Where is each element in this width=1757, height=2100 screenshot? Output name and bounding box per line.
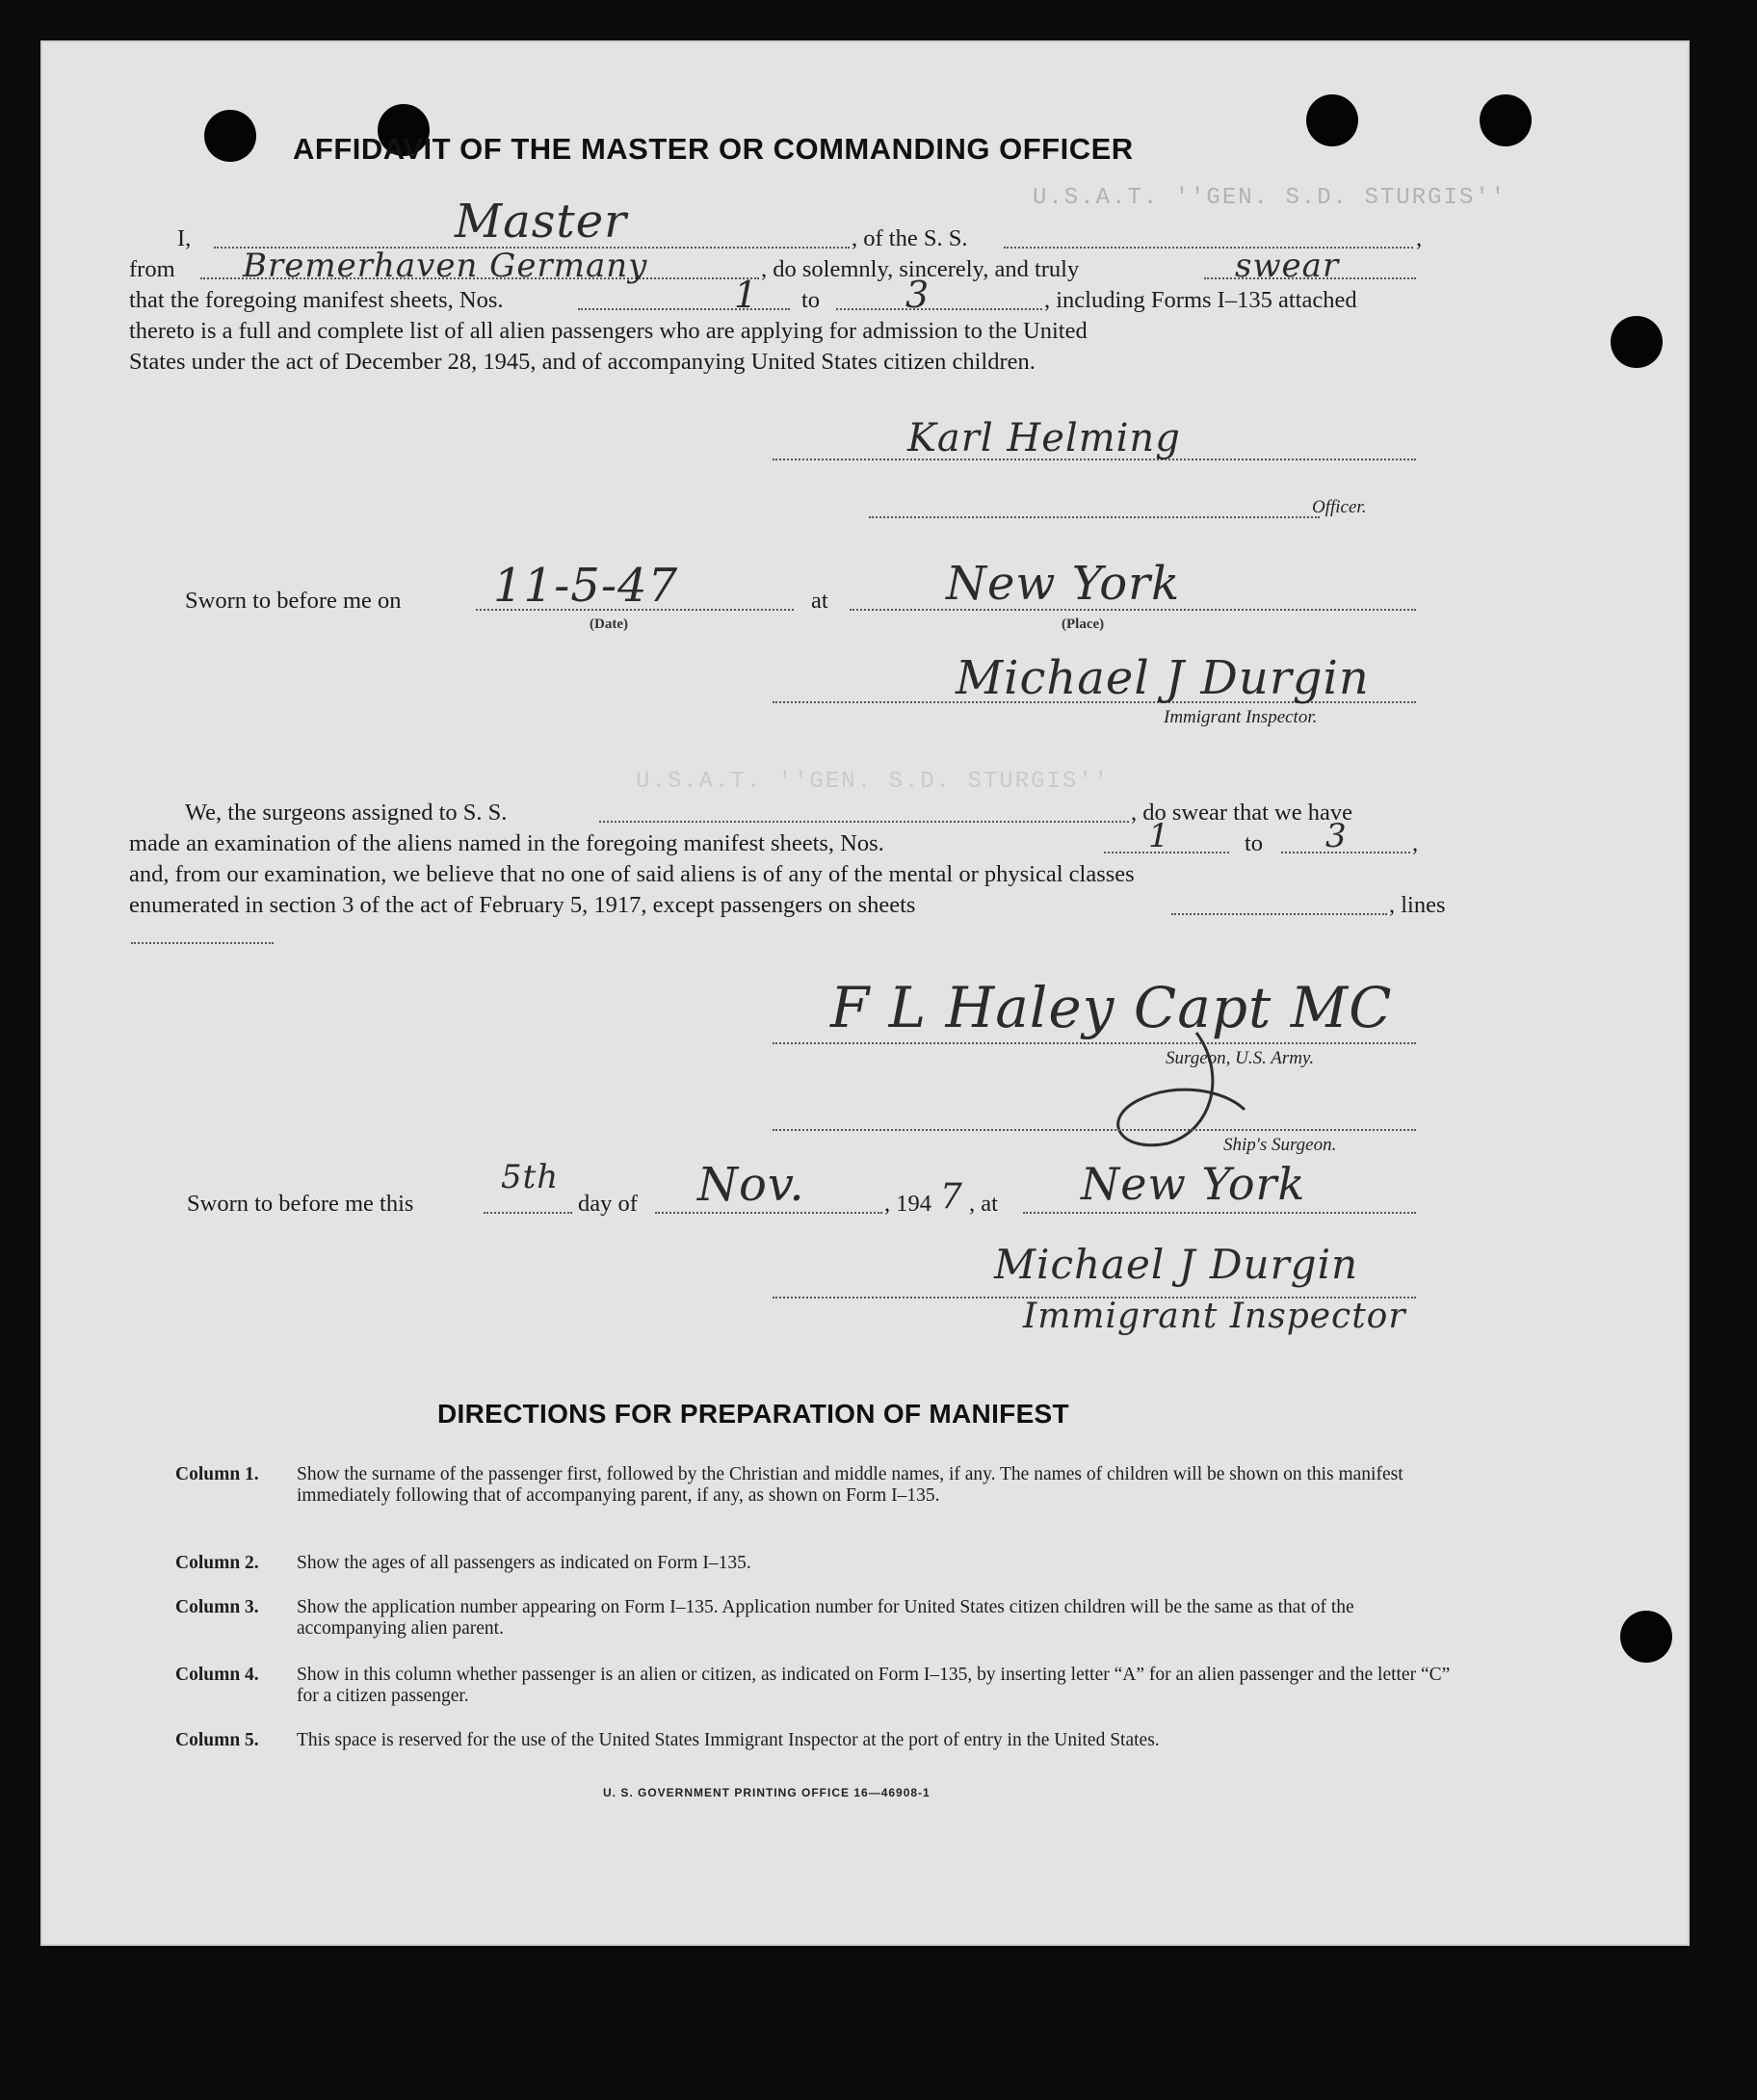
sworn2-at: , at bbox=[969, 1191, 998, 1217]
day-field-line bbox=[484, 1212, 572, 1214]
handwritten-sheet-to: 3 bbox=[905, 274, 931, 316]
column-text: Show the ages of all passengers as indicated on Form I–135. bbox=[297, 1553, 751, 1573]
column-text: Show the application number appearing on Form I–135. Application number for United States citizen children will be the same as that of the accompanying alien parent. bbox=[297, 1597, 1354, 1639]
column-label: Column 4. bbox=[175, 1665, 259, 1685]
sworn-at: at bbox=[811, 588, 828, 614]
affidavit-solemnly: , do solemnly, sincerely, and truly bbox=[761, 256, 1080, 282]
direction-column-3 bbox=[175, 1597, 1456, 1643]
punch-hole bbox=[1620, 1611, 1672, 1663]
handwritten-day: 5th bbox=[501, 1158, 560, 1196]
ship-surgeon-label: Ship's Surgeon. bbox=[1223, 1135, 1337, 1155]
handwritten-sworn-place: New York bbox=[946, 557, 1181, 611]
handwritten-sworn2-place: New York bbox=[1081, 1158, 1306, 1210]
affidavit-forms: , including Forms I–135 attached bbox=[1044, 287, 1357, 313]
affidavit-line-1 bbox=[177, 223, 191, 254]
column-text: Show the surname of the passenger first, followed by the Christian and middle names, if any. The names of children will be shown on this manifest immediately following that of accompanying parent, if any, as shown on Form I–135. bbox=[297, 1464, 1403, 1506]
handwritten-from-port: Bremerhaven Germany bbox=[243, 247, 648, 285]
surgeon-label: Surgeon, U.S. Army. bbox=[1166, 1048, 1315, 1068]
handwritten-year: 7 bbox=[940, 1177, 963, 1217]
surgeons-to: to bbox=[1245, 830, 1264, 856]
printing-office-footer: U. S. GOVERNMENT PRINTING OFFICE 16—46908-1 bbox=[603, 1786, 931, 1799]
punch-hole bbox=[204, 110, 256, 162]
officer-line bbox=[869, 516, 1320, 518]
direction-column-2 bbox=[175, 1553, 1456, 1578]
handwritten-month: Nov. bbox=[697, 1158, 805, 1212]
column-text: This space is reserved for the use of the United States Immigrant Inspector at the port of entry in the United States. bbox=[297, 1730, 1160, 1750]
inspector-label: Immigrant Inspector. bbox=[1164, 707, 1318, 727]
direction-column-4 bbox=[175, 1665, 1456, 1711]
surgeons-lines: , lines bbox=[1389, 892, 1446, 918]
surgeon-signature: F L Haley Capt MC bbox=[830, 975, 1393, 1040]
except-sheets-line bbox=[1171, 913, 1387, 915]
handwritten-surgeon-sheet-from: 1 bbox=[1148, 817, 1170, 855]
affidavit-comma: , bbox=[1416, 225, 1423, 251]
affidavit-to: to bbox=[801, 287, 821, 313]
inspector-signature: Michael J Durgin bbox=[956, 651, 1370, 705]
handwritten-sheet-from: 1 bbox=[734, 274, 759, 316]
sworn-day-of: day of bbox=[578, 1191, 638, 1217]
ship-surgeon-line bbox=[773, 1129, 1416, 1131]
sworn-this: Sworn to before me this bbox=[187, 1191, 414, 1217]
punch-hole bbox=[1611, 316, 1663, 368]
affidavit-of-ss: , of the S. S. bbox=[852, 225, 968, 251]
month-field-line bbox=[655, 1212, 882, 1214]
surgeons-line-3: and, from our examination, we believe that no one of said aliens is of any of the mental or physical classes bbox=[129, 861, 1135, 887]
officer-signature: Karl Helming bbox=[907, 416, 1181, 460]
ship-stamp-faint: U.S.A.T. ''GEN. S.D. STURGIS'' bbox=[636, 769, 1111, 795]
column-label: Column 5. bbox=[175, 1730, 259, 1750]
punch-hole bbox=[1480, 94, 1532, 146]
affidavit-line-4: thereto is a full and complete list of all alien passengers who are applying for admission to the United bbox=[129, 318, 1088, 344]
ship-field-line bbox=[1004, 247, 1413, 249]
surgeons-comma: , bbox=[1412, 830, 1419, 856]
affidavit-sheets: that the foregoing manifest sheets, Nos. bbox=[129, 287, 504, 313]
inspector2-signature: Michael J Durgin bbox=[994, 1241, 1359, 1288]
surgeons-line-2: made an examination of the aliens named in the foregoing manifest sheets, Nos. bbox=[129, 830, 884, 856]
handwritten-name: Master bbox=[455, 195, 628, 249]
sworn-on: Sworn to before me on bbox=[185, 588, 402, 614]
surgeons-line-4: enumerated in section 3 of the act of February 5, 1917, except passengers on sheets bbox=[129, 892, 916, 918]
place-caption: (Place) bbox=[1062, 617, 1105, 632]
direction-column-1 bbox=[175, 1464, 1456, 1532]
surgeons-line-1: We, the surgeons assigned to S. S. bbox=[185, 800, 508, 826]
sworn2-place-line bbox=[1023, 1212, 1416, 1214]
column-label: Column 1. bbox=[175, 1464, 259, 1484]
ship-stamp: U.S.A.T. ''GEN. S.D. STURGIS'' bbox=[1033, 185, 1508, 211]
handwritten-swear: swear bbox=[1235, 247, 1340, 285]
surgeons-swear: , do swear that we have bbox=[1131, 800, 1352, 826]
inspector2-title: Immigrant Inspector bbox=[1023, 1297, 1406, 1336]
lines-field-line bbox=[131, 942, 274, 944]
officer-label: Officer. bbox=[1312, 497, 1367, 517]
date-caption: (Date) bbox=[590, 617, 628, 632]
page-title: AFFIDAVIT OF THE MASTER OR COMMANDING OFFICER bbox=[293, 132, 1134, 166]
surgeon-ship-line bbox=[599, 821, 1129, 823]
document-page bbox=[40, 40, 1690, 1946]
column-text: Show in this column whether passenger is an alien or citizen, as indicated on Form I–135, by inserting letter “A” for an alien passenger and the letter “C” for a citizen passenger. bbox=[297, 1665, 1451, 1706]
punch-hole bbox=[1306, 94, 1358, 146]
directions-title: DIRECTIONS FOR PREPARATION OF MANIFEST bbox=[437, 1399, 1069, 1429]
affidavit-from: from bbox=[129, 256, 175, 282]
handwritten-sworn-date: 11-5-47 bbox=[493, 559, 679, 613]
direction-column-5 bbox=[175, 1730, 1456, 1776]
column-label: Column 2. bbox=[175, 1553, 259, 1573]
affidavit-i: I, bbox=[177, 225, 192, 251]
affidavit-line-5: States under the act of December 28, 1945, and of accompanying United States citizen children. bbox=[129, 349, 1036, 375]
handwritten-surgeon-sheet-to: 3 bbox=[1325, 817, 1348, 855]
sworn-year: , 194 bbox=[884, 1191, 931, 1217]
sheet-to-line bbox=[836, 308, 1042, 310]
column-label: Column 3. bbox=[175, 1597, 259, 1617]
